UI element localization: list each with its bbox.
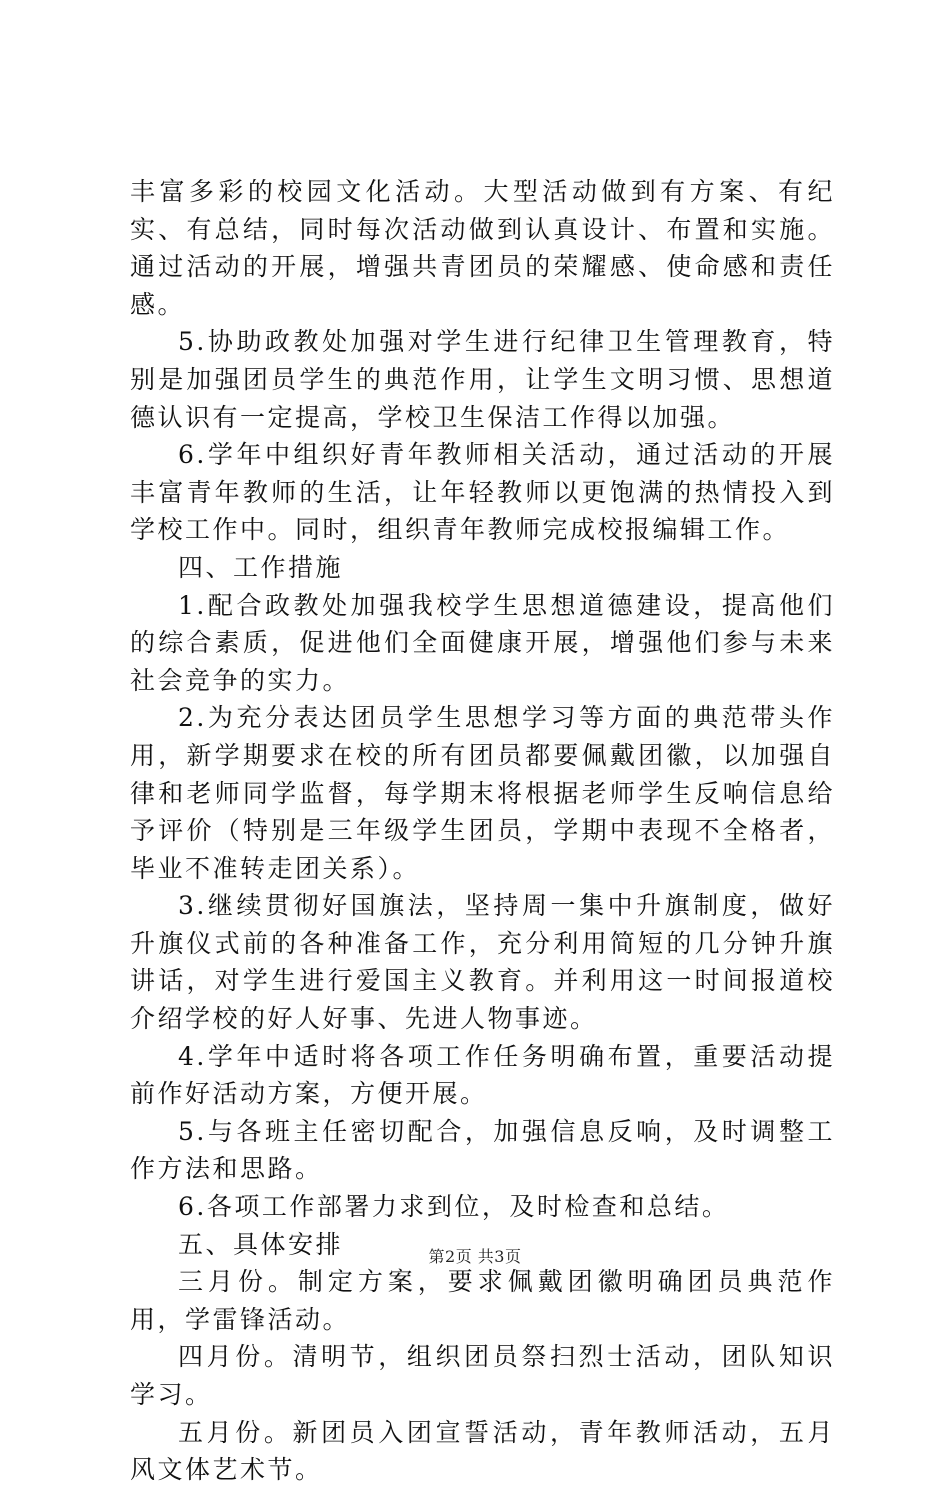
section-heading-schedule: 五、具体安排 — [178, 1229, 344, 1259]
paragraph-measure-6: 6.各项工作部署力求到位，及时检查和总结。 — [178, 1192, 730, 1222]
paragraph-may: 五月份。新团员入团宣誓活动，青年教师活动，五月风文体艺术节。 — [130, 1417, 835, 1485]
paragraph-march: 三月份。制定方案，要求佩戴团徽明确团员典范作用，学雷锋活动。 — [130, 1267, 835, 1334]
document-body — [130, 173, 835, 1489]
paragraph-measure-2: 2.为充分表达团员学生思想学习等方面的典范带头作用，新学期要求在校的所有团员都要佩戴团徽，以加强自律和老师同学监督，每学期末将根据老师学生反响信息给予评价（特别是三年级学生团员，学期中表现不全格者，毕业不准转走团关系）。 — [130, 703, 835, 883]
paragraph-april: 四月份。清明节，组织团员祭扫烈士活动，团队知识学习。 — [130, 1342, 835, 1409]
paragraph-measure-4: 4.学年中适时将各项工作任务明确布置，重要活动提前作好活动方案，方便开展。 — [130, 1041, 835, 1109]
paragraph-measure-3: 3.继续贯彻好国旗法，坚持周一集中升旗制度，做好升旗仪式前的各种准备工作，充分利用简短的几分钟升旗讲话，对学生进行爱国主义教育。并利用这一时间报道校介绍学校的好人好事、先进人物事迹。 — [130, 891, 835, 1034]
page-number-label: 第2页 共3页 — [428, 1247, 522, 1266]
paragraph-measure-1: 1.配合政教处加强我校学生思想道德建设，提高他们的综合素质，促进他们全面健康开展，增强他们参与未来社会竞争的实力。 — [130, 590, 835, 695]
section-heading-measures: 四、工作措施 — [178, 552, 344, 582]
paragraph-item-5-discipline: 5.协助政教处加强对学生进行纪律卫生管理教育，特别是加强团员学生的典范作用，让学生文明习惯、思想道德认识有一定提高，学校卫生保洁工作得以加强。 — [130, 327, 835, 432]
paragraph-measure-5: 5.与各班主任密切配合，加强信息反响，及时调整工作方法和思路。 — [130, 1116, 835, 1184]
paragraph-continuation: 丰富多彩的校园文化活动。大型活动做到有方案、有纪实、有总结，同时每次活动做到认真设计、布置和实施。通过活动的开展，增强共青团员的荣耀感、使命感和责任感。 — [130, 177, 835, 319]
paragraph-item-6-young-teachers: 6.学年中组织好青年教师相关活动，通过活动的开展丰富青年教师的生活，让年轻教师以更饱满的热情投入到学校工作中。同时，组织青年教师完成校报编辑工作。 — [130, 440, 835, 545]
page-footer — [0, 1244, 950, 1267]
